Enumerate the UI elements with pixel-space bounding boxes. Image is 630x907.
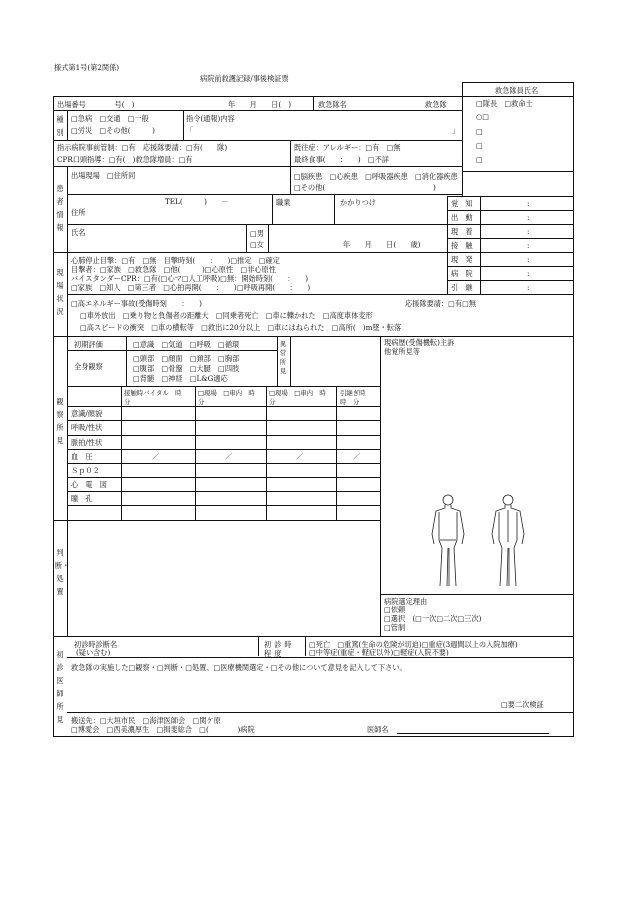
name-label: 氏名 bbox=[71, 228, 86, 237]
team-suffix: 救急隊 bbox=[425, 100, 447, 109]
address-label: 住所 bbox=[71, 208, 86, 217]
diagnosis-label: 初診時診断名 bbox=[74, 640, 118, 649]
whole-body-options: □頭部 □顔面 □頚部 □胸部 bbox=[133, 354, 240, 363]
sex-male: □男 bbox=[250, 229, 264, 238]
physician-label: 医師名 bbox=[367, 725, 389, 734]
time-value: : bbox=[527, 283, 530, 292]
severity-label: 初診時程度 bbox=[264, 640, 295, 658]
scene-section-label: 現場状況 bbox=[56, 268, 64, 316]
severity-options: □中等症(重症・軽症以外)□軽症(入院不要) bbox=[309, 648, 449, 657]
instruction-line: CPR口頭指導：□有( )救急隊増員：□有 bbox=[57, 155, 193, 164]
destination-line bbox=[71, 716, 221, 725]
scene-address: 出場現場 □住所同 bbox=[71, 171, 136, 180]
time-value: : bbox=[527, 255, 530, 264]
time-value: : bbox=[527, 227, 530, 236]
opinion-request: 救急隊の実施した□観察・□判断・□処置、□医療機関選定・□その他について意見を記入して下さい。 bbox=[71, 663, 407, 672]
vital-row-label: 意識/顔貌 bbox=[71, 409, 103, 418]
form-title: 病院前救護記録/事後検証票 bbox=[200, 74, 289, 83]
team-label: 救急隊名 bbox=[318, 100, 347, 109]
whole-body-options: □背髄 □神経 □L&G適応 bbox=[133, 374, 228, 383]
energy-accident: □高エネルギー事故(受傷時刻 ： ) bbox=[71, 299, 202, 308]
bp-slash: ／ bbox=[353, 452, 361, 461]
order-label: 指令(通報)内容 bbox=[186, 114, 235, 123]
destination-label: 搬送先： bbox=[71, 716, 100, 725]
whole-body-label: 全身観察 bbox=[74, 362, 103, 371]
bp-slash: ／ bbox=[296, 452, 304, 461]
vital-col-header: 接触時バイタル 時 分 bbox=[124, 389, 188, 406]
doctor-section-label: 初診医師所見 bbox=[56, 650, 64, 724]
sex-female: □女 bbox=[250, 240, 264, 249]
time-label: 引 継 bbox=[451, 283, 473, 292]
disease-options: □その他( ) bbox=[294, 183, 436, 192]
disease-options: □脳疾患 □心疾患 □呼吸器疾患 □消化器疾患 bbox=[294, 172, 458, 181]
dispatch-number: 出場番号 号( ) bbox=[57, 100, 135, 109]
time-label: 覚 知 bbox=[451, 199, 473, 208]
dispatch-date: 年 月 日( ) bbox=[228, 100, 292, 109]
bp-slash: ／ bbox=[152, 452, 160, 461]
type-options: □労災 □その他( ) bbox=[71, 126, 155, 135]
order-quote: 」 bbox=[452, 126, 460, 135]
time-value: : bbox=[527, 269, 530, 278]
hospital-reason: □依頼 bbox=[384, 605, 406, 614]
hospital-reason: □管制 bbox=[384, 623, 406, 632]
hospital-reason: □選択 (□一次□二次□三次) bbox=[384, 614, 482, 623]
telephone: TEL( ) － bbox=[165, 197, 229, 206]
arrest-line: □家族 □知人 □第三者 □心拍再開( ： )□呼吸再開( ： ) bbox=[71, 283, 311, 292]
arrest-line: 目撃者：□家族 □救急隊 □他( )□心原性 □非心原性 bbox=[71, 265, 276, 274]
severity-options: □死亡 □重篤(生命の危険が切迫)□重症(3週間以上の入院加療) bbox=[309, 640, 518, 649]
secondary-review: □要二次検証 bbox=[501, 700, 544, 709]
vital-col-header: □現場 □車内 時 分 bbox=[269, 389, 333, 406]
type-label: 種別 bbox=[56, 115, 64, 137]
observation-section-label: 観察所見 bbox=[56, 397, 64, 445]
crew-line: □ bbox=[476, 155, 483, 164]
body-diagram bbox=[418, 492, 538, 592]
destination-options: □大垣市民 □海津医師会 □関ケ原 bbox=[99, 716, 221, 725]
patient-section-label: 患者情報 bbox=[56, 184, 64, 232]
energy-options: □高スピードの衝突 □車の横転等 □救出に20分以上 □車にはねられた □高所( )m墜・転落 bbox=[80, 323, 402, 332]
history-label: 現病歴(受傷機転)主訴 bbox=[384, 338, 455, 347]
order-quote: 「 bbox=[186, 126, 194, 135]
time-value: : bbox=[527, 241, 530, 250]
abnormal-findings-label: 異常所見 bbox=[279, 340, 287, 375]
crew-header: 救急隊員氏名 bbox=[495, 86, 539, 95]
subjective-label: 他覚所見等 bbox=[384, 347, 420, 356]
time-value: : bbox=[527, 199, 530, 208]
history-line: 最終食事( ： ) □不詳 bbox=[294, 155, 390, 164]
whole-body-options: □腹部 □骨盤 □大腿 □四肢 bbox=[133, 364, 240, 373]
time-label: 現 着 bbox=[451, 227, 473, 236]
vital-col-header: □現場 □車内 時 分 bbox=[198, 389, 262, 406]
crew-line: □ bbox=[476, 141, 483, 150]
time-label: 出 動 bbox=[451, 213, 473, 222]
initial-eval-label: 初期評価 bbox=[74, 340, 103, 349]
crew-line: ○□ bbox=[476, 112, 490, 121]
vital-col-header: 引継ぎ時 時 分 bbox=[340, 389, 372, 406]
support-request: 応援隊要請：□有□無 bbox=[405, 299, 477, 308]
arrest-line: 心肺停止目撃：□有 □無 目撃時刻( ： )□推定 □確定 bbox=[71, 256, 280, 265]
vital-row-label: 心 電 図 bbox=[71, 480, 107, 489]
time-label: 接 触 bbox=[451, 241, 473, 250]
crew-line: □隊長 □救命士 bbox=[476, 99, 533, 108]
time-value: : bbox=[527, 213, 530, 222]
crew-line: □ bbox=[476, 127, 483, 136]
arrest-line: バイスタンダーCPR：□有(□心マ□人工呼吸)□無：開始時刻( ： ) bbox=[71, 274, 309, 283]
vital-row-label: Ｓｐ０２ bbox=[71, 466, 100, 475]
time-label: 現 発 bbox=[451, 255, 473, 264]
birth-date: 年 月 日( 歳) bbox=[343, 240, 421, 249]
initial-eval-options: □意識 □気道 □呼吸 □循環 bbox=[133, 340, 240, 349]
history-line: 既往症：アレルギー：□有 □無 bbox=[294, 143, 401, 152]
vital-row-label: 脈拍/性状 bbox=[71, 438, 103, 447]
instruction-line: 指示病院事前管制：□有 応援隊要請：□有( 隊) bbox=[57, 143, 228, 152]
vital-row-label: 血 圧 bbox=[71, 452, 93, 461]
diagnosis-sub: (疑い含む) bbox=[76, 648, 111, 657]
hospital-reason-title: 病院選定理由 bbox=[384, 597, 428, 606]
type-options: □急病 □交通 □一般 bbox=[71, 114, 149, 123]
energy-options: □車外放出 □乗り物と負傷者の距離大 □同乗者死亡 □車に轢かれた □高度車体変形 bbox=[80, 311, 373, 320]
occupation-label: 職業 bbox=[276, 198, 291, 207]
judgment-section-label: 判断・処置 bbox=[55, 548, 70, 596]
vital-row-label: 瞳 孔 bbox=[71, 494, 93, 503]
family-doctor-label: かかりつけ bbox=[340, 198, 376, 207]
time-label: 病 院 bbox=[451, 269, 473, 278]
bp-slash: ／ bbox=[225, 452, 233, 461]
form-number: 様式第1号(第2関係) bbox=[54, 63, 120, 72]
vital-row-label: 呼吸/性状 bbox=[71, 423, 103, 432]
destination-options: □博愛会 □西美濃厚生 □揖斐総合 □( )病院 bbox=[71, 725, 255, 734]
